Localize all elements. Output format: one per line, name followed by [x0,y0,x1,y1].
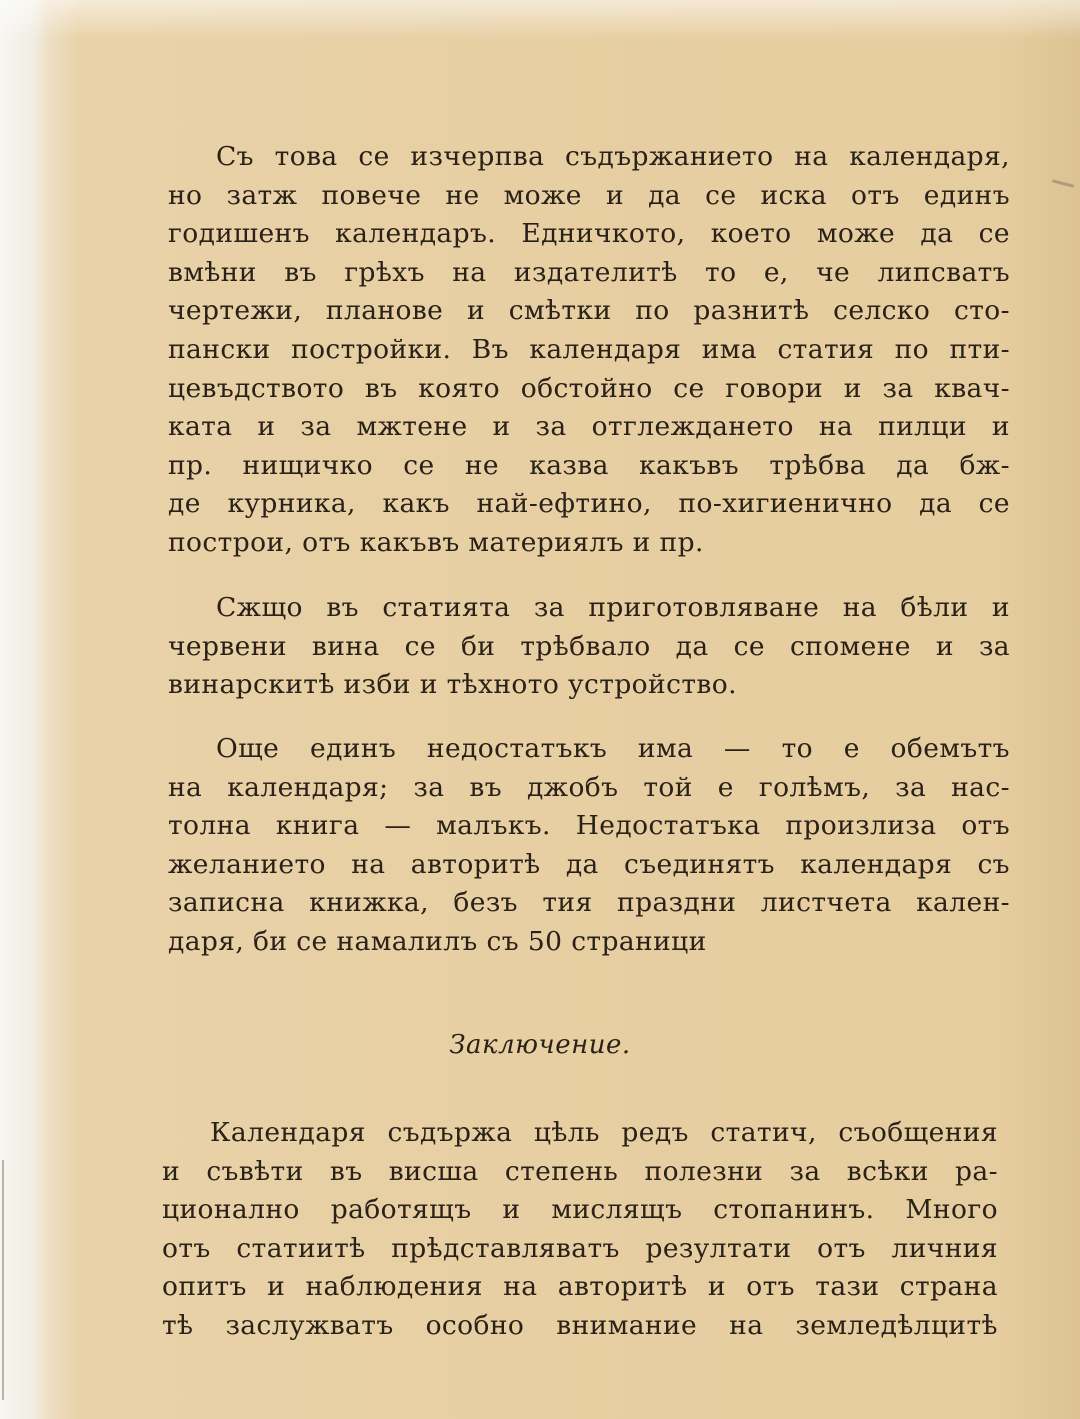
paragraph-volume-shortcoming [168,730,1010,962]
text-line: но затж повече не може и да се иска отъ единъ [168,179,1010,211]
text-line: червени вина се би трѣбвало да се спомене и за [168,630,1010,662]
text-line: чертежи, плaнове и смѣтки по разнитѣ селско сто- [168,295,1010,327]
text-line: Календаря съдържа цѣль редъ статич, съобщения [210,1117,998,1148]
ink-mark [1052,179,1074,187]
text-line: желанието на авторитѣ да съединятъ календаря съ [168,848,1010,880]
text-line: цевъдството въ която обстойно се говори и за квач- [168,372,1010,404]
text-line: вмѣни въ грѣхъ на издателитѣ то е, че липсватъ [168,256,1010,288]
text-line: построи, отъ какъвъ материялъ и пр. [168,526,704,558]
text-line: ката и за мжтене и за отглеждането на пилци и [168,411,1010,443]
text-line: Сжщо въ статията за приготовляване на бѣли и [216,592,1010,623]
top-edge-shading [0,0,1080,40]
text-line: и съвѣти въ висша степень полезни за всѣки ра- [162,1155,998,1187]
paragraph-conclusion [162,1114,998,1346]
text-line: тѣ заслужватъ особно внимание на земледѣлцитѣ [162,1309,998,1341]
text-line: пански постройки. Въ календаря има статия по пти- [168,333,1010,365]
text-line: записна книжка, безъ тия праздни листчета кален- [168,887,1010,919]
text-line: винарскитѣ изби и тѣхното устройство. [168,669,737,701]
text-line: даря, би се намалилъ съ 50 страници [168,925,707,957]
text-line: ционално работящъ и мислящъ стопанинъ. Много [162,1194,998,1226]
binding-edge-line [2,1160,4,1400]
text-line: опитъ и наблюдения на авторитѣ и отъ тази страна [162,1271,998,1303]
text-line: отъ статиитѣ прѣдставляватъ резултати отъ личния [162,1232,998,1264]
page-gutter [0,0,48,1419]
text-line: пр. нищичко се не казва какъвъ трѣбва да бж- [168,449,1010,481]
text-line: де курника, какъ най-ефтино, по-хигиенично да се [168,488,1010,520]
text-line: на календаря; за въ джобъ той е голѣмъ, за нас- [168,771,1010,803]
paragraph-contents-summary [168,138,1010,563]
text-line: годишенъ календаръ. Едничкото, което може да се [168,218,1010,250]
paragraph-wine-cellars [168,589,1010,705]
text-line: Още единъ недостатъкъ има — то е обемътъ [216,733,1010,764]
section-heading: Заключение. [449,1030,631,1060]
text-line: толна книга — малъкъ. Недостатъка произлиза отъ [168,810,1010,842]
text-line: Съ това се изчерпва съдържанието на календаря, [216,141,1010,172]
